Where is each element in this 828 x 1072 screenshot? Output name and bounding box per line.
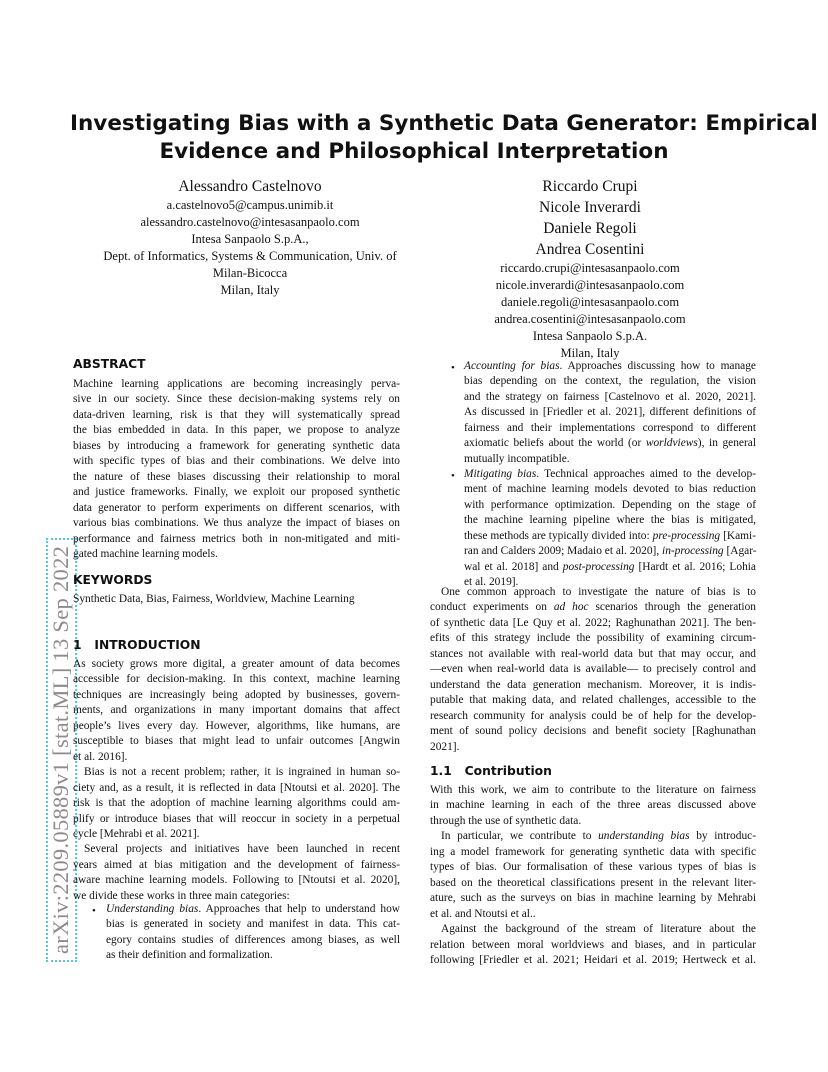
emphasis-text: worldviews	[645, 437, 698, 450]
text-line: egory contains studies of differences among biases, as well	[106, 933, 400, 946]
text-line: Machine learning applications are becoming increasingly perva-	[73, 378, 400, 390]
text-line: we divide these works in three main categories:	[73, 889, 290, 902]
emphasis-text: in-processing	[662, 545, 724, 558]
keywords-text: Synthetic Data, Bias, Fairness, Worldview, Machine Learning	[73, 593, 355, 605]
text-run: scenarios through the generation	[588, 601, 756, 614]
section-title: Contribution	[464, 764, 552, 778]
text-line: biases by introducing a framework for generating synthetic data	[73, 439, 400, 452]
emphasis-text: pre-processing	[652, 529, 721, 542]
author-name: Daniele Regoli	[543, 220, 637, 237]
author-name: Andrea Cosentini	[535, 241, 645, 258]
text-run: . Approaches discussing how to manage	[559, 360, 756, 372]
contribution-body	[430, 783, 756, 968]
abstract-body	[73, 377, 400, 562]
text-line: years aimed at bias mitigation and the development of fairness-	[73, 858, 400, 871]
emphasis-text: Mitigating bias	[464, 468, 537, 480]
emphasis-text: understanding bias	[598, 830, 690, 843]
emphasis-text: ad hoc	[553, 601, 589, 614]
text-line: and the strategy on fairness [Castelnovo et al. 2020, 2021].	[464, 390, 756, 403]
text-line	[464, 436, 756, 451]
text-line: ing a model framework for generating synthetic data with specific	[430, 845, 756, 858]
text-line	[464, 467, 756, 482]
text-line: As discussed in [Friedler et al. 2021], different definitions of	[464, 406, 756, 419]
keywords-heading: KEYWORDS	[73, 573, 153, 587]
text-line: ciety and, as a result, it is reflected in data [Ntoutsi et al. 2020]. The	[73, 781, 400, 794]
text-line: Against the background of the stream of literature about the	[441, 923, 756, 936]
text-run: [Kami-	[720, 529, 756, 542]
arxiv-stamp[interactable]: arXiv:2209.05889v1 [stat.ML] 13 Sep 2022	[46, 538, 77, 962]
section-number: 1.1	[430, 764, 452, 778]
text-line: with specific types of bias and their combinations. We delve into	[73, 455, 400, 468]
text-line: techniques are increasingly being adopted by businesses, govern-	[73, 688, 400, 701]
section-title: INTRODUCTION	[94, 638, 201, 652]
intro-body	[73, 657, 400, 904]
text-line: fairness and their implementations correspond to different	[464, 421, 756, 434]
text-line	[430, 829, 756, 844]
text-run: [Hardt et al. 2016; Lohia	[634, 560, 756, 573]
text-line: ment of machine learning models devoted to bias reduction	[464, 483, 756, 496]
author-block-right	[440, 176, 740, 362]
author-name: Nicole Inverardi	[539, 199, 641, 216]
text-line: 2021].	[430, 740, 460, 753]
text-line: data-driven learning, risk is that they will systematically spread	[73, 408, 400, 421]
text-run: by introduc-	[689, 830, 756, 843]
emphasis-text: Understanding bias	[106, 903, 199, 915]
paper-title	[70, 110, 818, 166]
author-email: alessandro.castelnovo@intesasanpaolo.com	[140, 215, 360, 229]
text-run: axiomatic beliefs about the world (or	[464, 437, 646, 450]
emphasis-text: post-processing	[562, 560, 635, 573]
text-run: . Technical approaches aimed to the develop-	[536, 468, 756, 480]
text-run: [Agar-	[723, 545, 757, 558]
text-line: ments, and organizations in many important domains that affect	[73, 704, 400, 717]
text-line: With this work, we aim to contribute to the literature on fairness	[430, 784, 756, 796]
author-email: daniele.regoli@intesasanpaolo.com	[500, 295, 680, 309]
text-line: efits of this strategy include the possibility of examining circum-	[430, 632, 756, 645]
author-name: Riccardo Crupi	[542, 178, 638, 195]
text-line: relation between moral worldviews and biases, and in particular	[430, 938, 756, 951]
text-line: et al. 2019].	[464, 576, 519, 589]
text-line: data generator to perform experiments on different scenarios, with	[73, 501, 400, 514]
author-affiliation: Milan, Italy	[220, 283, 280, 297]
author-email: andrea.cosentini@intesasanpaolo.com	[494, 312, 686, 326]
author-affiliation: Milan-Bicocca	[212, 266, 288, 280]
text-line: risk is that the adoption of machine learning algorithms could am-	[73, 797, 400, 810]
bullet-mitigating-bias	[464, 467, 756, 591]
title-line-1: Investigating Bias with a Synthetic Data Generator: Empirical	[70, 111, 818, 136]
author-affiliation: Milan, Italy	[560, 346, 620, 360]
title-line-2: Evidence and Philosophical Interpretation	[159, 139, 669, 164]
text-line: as their definition and formalization.	[106, 949, 273, 962]
text-line: sive in our society. Since these decision-making systems rely on	[73, 393, 400, 406]
text-line: Several projects and initiatives have been launched in recent	[84, 843, 400, 856]
text-run: wal et al. 2018] and	[464, 560, 563, 573]
text-line	[106, 902, 400, 917]
text-line: aware machine learning models. Following to [Ntoutsi et al. 2020],	[73, 874, 400, 887]
text-line: people’s lives every day. However, algorithms, like humans, are	[73, 719, 400, 732]
text-line: Bias is not a recent problem; rather, it is ingrained in human so-	[84, 766, 400, 779]
text-run: . Approaches that help to understand how	[198, 903, 400, 915]
author-email: a.castelnovo5@campus.unimib.it	[166, 198, 334, 212]
text-line: accessible for decision-making. In this context, machine learning	[73, 673, 400, 686]
bullet-understanding-bias	[106, 902, 400, 964]
text-line: One common approach to investigate the nature of bias is to	[441, 586, 756, 598]
author-email: riccardo.crupi@intesasanpaolo.com	[500, 261, 680, 275]
text-line: and justice frameworks. Finally, we exploit our proposed synthetic	[73, 486, 400, 499]
text-line: mutually incompatible.	[464, 452, 570, 465]
text-line: putable that making data, and related challenges, accessible to the	[430, 694, 756, 707]
contribution-heading	[430, 763, 552, 779]
text-run: ran and Calders 2009; Madaio et al. 2020],	[464, 545, 663, 558]
author-block-left	[80, 176, 420, 299]
keywords-body	[73, 592, 400, 607]
bullet-marker: •	[451, 470, 455, 482]
text-line: —even when real-world data is available— to precisely control and	[430, 663, 756, 676]
arxiv-stamp-margin	[22, 0, 73, 1072]
bullet-marker: •	[92, 905, 96, 917]
text-line: bias is generated in society and manifest in data. This cat-	[106, 918, 400, 931]
text-line: following [Friedler et al. 2021; Heidari et al. 2019; Hertweck et al.	[430, 953, 756, 966]
author-name: Alessandro Castelnovo	[178, 178, 322, 195]
text-line	[464, 529, 756, 544]
section-number: 1	[73, 638, 82, 652]
text-line: with performance optimization. Depending on the stage of	[464, 498, 756, 511]
text-line: stances not available with real-world data but that may occur, and	[430, 647, 756, 660]
text-line: the machine learning pipeline where the bias is mitigated,	[464, 514, 756, 527]
text-line: cycle [Mehrabi et al. 2021].	[73, 827, 200, 840]
text-line	[464, 544, 756, 559]
text-line: various bias combinations. We thus analyze the impact of biases on	[73, 517, 400, 530]
text-line: in machine learning in each of the three areas discussed above	[430, 799, 756, 812]
text-line	[464, 359, 756, 374]
text-line: bias depending on the context, the regulation, the vision	[464, 375, 756, 388]
abstract-heading: ABSTRACT	[73, 357, 146, 371]
text-line: research community for analysis could be of help for the develop-	[430, 709, 756, 722]
text-line: understand the data generation mechanism. Moreover, it is indis-	[430, 678, 756, 691]
text-line: As society grows more digital, a greater amount of data becomes	[73, 658, 400, 670]
text-line: through the use of synthetic data.	[430, 814, 582, 827]
text-line: the bias embedded in data. In this paper, we propose to analyze	[73, 424, 400, 437]
text-line: et al. and Ntoutsi et al..	[430, 907, 536, 920]
text-line: based on the theoretical classifications present in the relevant liter-	[430, 876, 756, 889]
text-line: plify or introduce biases that will reoccur in society in a perpetual	[73, 812, 400, 825]
text-line: of synthetic data [Le Quy et al. 2022; Raghunathan 2021]. The ben-	[430, 616, 756, 629]
author-affiliation: Intesa Sanpaolo S.p.A.,	[191, 232, 309, 246]
text-line: types of bias. Our formalisation of these various types of bias is	[430, 861, 756, 874]
text-run: these methods are typically divided into:	[464, 529, 653, 542]
author-email: nicole.inverardi@intesasanpaolo.com	[495, 278, 685, 292]
text-line	[464, 560, 756, 575]
text-line: gated machine learning models.	[73, 547, 218, 560]
intro-heading	[73, 637, 201, 653]
text-run: conduct experiments on	[430, 601, 554, 614]
text-line	[430, 600, 756, 615]
text-line: et al. 2016].	[73, 750, 128, 763]
emphasis-text: Accounting for bias	[464, 360, 560, 372]
text-run: ), in general	[697, 437, 756, 450]
bullet-marker: •	[451, 362, 455, 374]
text-line: ature, such as the surveys on bias in machine learning by Mehrabi	[430, 892, 756, 905]
bullet-accounting-for-bias	[464, 359, 756, 467]
text-line: performance and fairness metrics both in non-mitigated and miti-	[73, 532, 400, 545]
text-line: ment of sound policy decisions and benefit society [Raghunathan	[430, 725, 756, 738]
text-line: susceptible to biases that might lead to unfair outcomes [Angwin	[73, 735, 400, 748]
text-run: In particular, we contribute to	[441, 830, 599, 843]
synthetic-data-paragraph	[430, 585, 756, 755]
text-line: the nature of these biases discussing their relationship to moral	[73, 470, 400, 483]
author-affiliation: Intesa Sanpaolo S.p.A.	[532, 329, 648, 343]
author-affiliation: Dept. of Informatics, Systems & Communication, Univ. of	[103, 249, 397, 263]
